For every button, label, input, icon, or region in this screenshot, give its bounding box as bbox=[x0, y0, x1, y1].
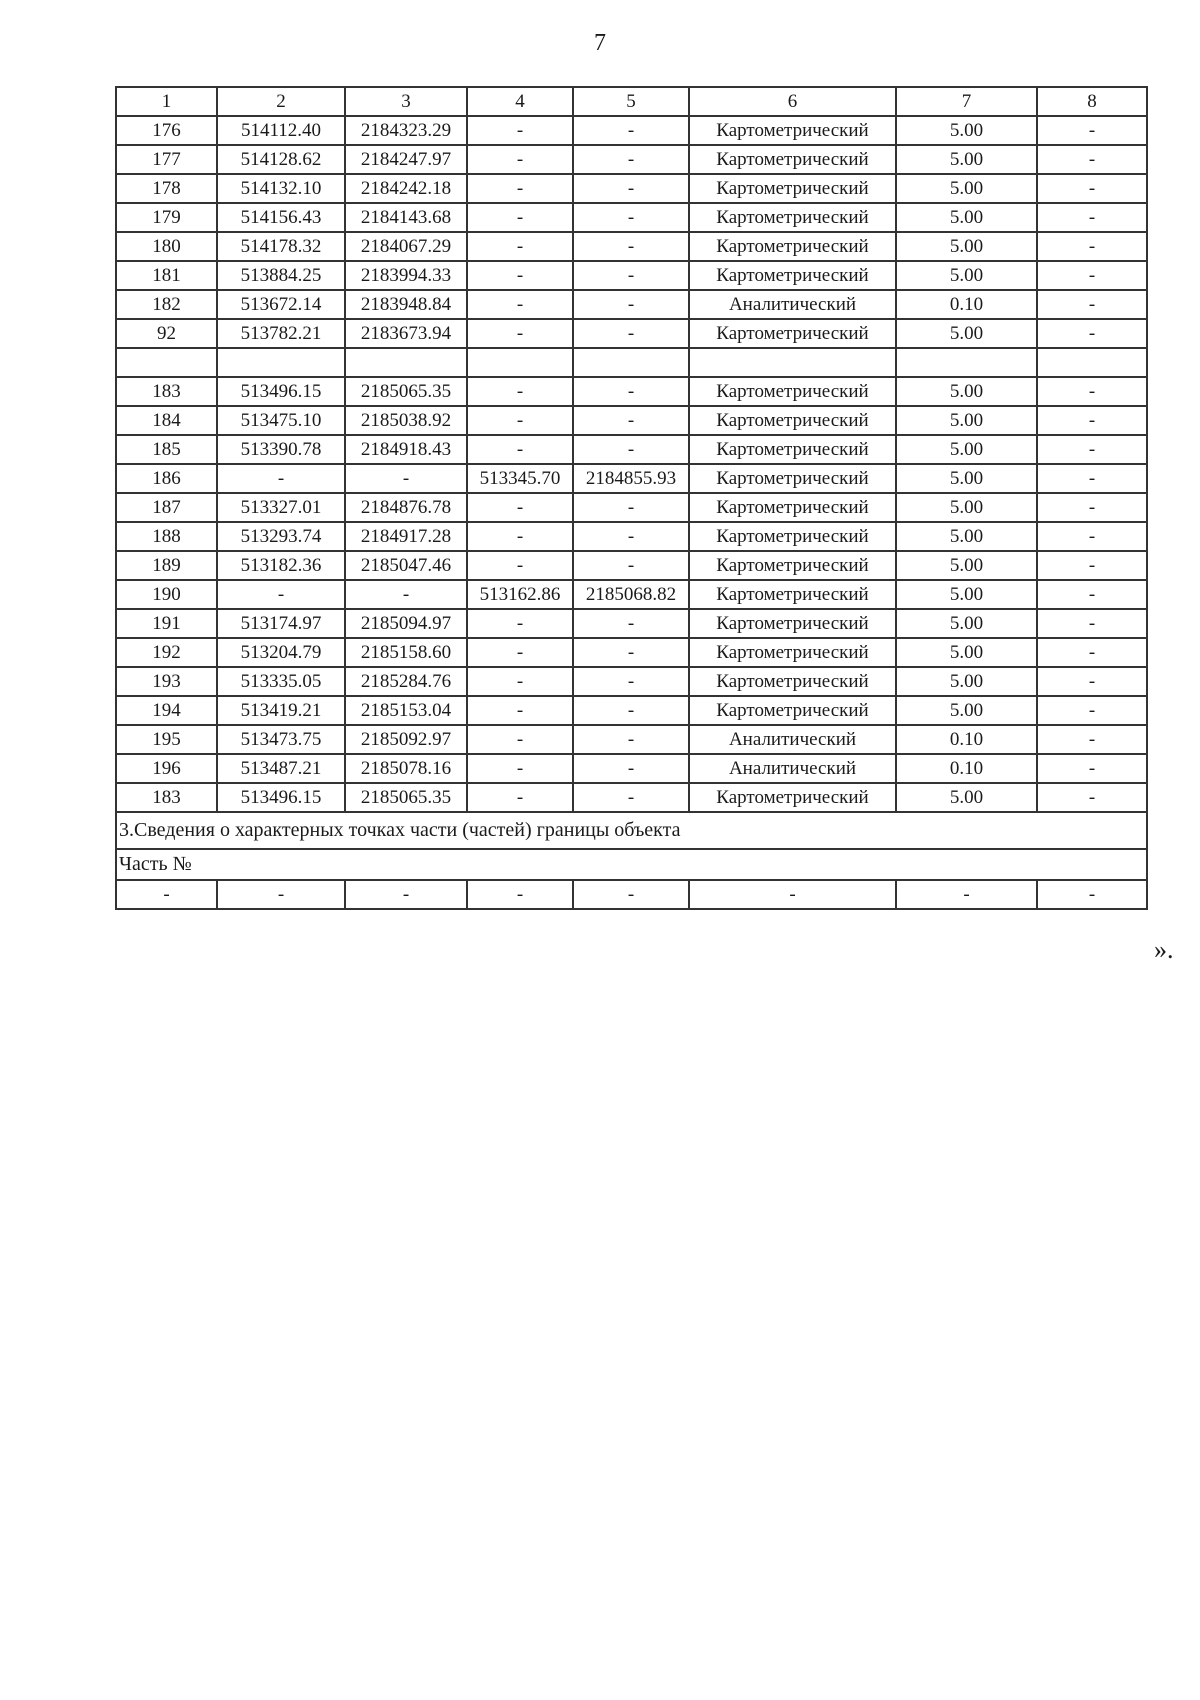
table-cell: - bbox=[1037, 696, 1147, 725]
table-cell: - bbox=[467, 522, 573, 551]
table-cell: 514178.32 bbox=[217, 232, 345, 261]
table-row bbox=[116, 145, 1147, 174]
table-cell: - bbox=[1037, 667, 1147, 696]
table-cell: 513327.01 bbox=[217, 493, 345, 522]
table-row bbox=[116, 667, 1147, 696]
table-cell: 2184067.29 bbox=[345, 232, 467, 261]
table-cell: 513475.10 bbox=[217, 406, 345, 435]
table-cell: Картометрический bbox=[689, 522, 896, 551]
part-label-row bbox=[116, 849, 1147, 880]
table-cell: - bbox=[1037, 551, 1147, 580]
table-cell: - bbox=[1037, 638, 1147, 667]
table-cell: Картометрический bbox=[689, 145, 896, 174]
table-cell: Аналитический bbox=[689, 290, 896, 319]
table-cell: 178 bbox=[116, 174, 217, 203]
table-cell: 2 bbox=[217, 87, 345, 116]
table-cell: 188 bbox=[116, 522, 217, 551]
table-cell: 2185094.97 bbox=[345, 609, 467, 638]
table-cell: - bbox=[467, 290, 573, 319]
table-cell: 513496.15 bbox=[217, 377, 345, 406]
table-cell: Картометрический bbox=[689, 261, 896, 290]
table-cell: 0.10 bbox=[896, 290, 1037, 319]
table-cell: 2185092.97 bbox=[345, 725, 467, 754]
table-cell: 5.00 bbox=[896, 522, 1037, 551]
table-cell: - bbox=[1037, 464, 1147, 493]
table-cell: - bbox=[217, 880, 345, 909]
table-row bbox=[116, 551, 1147, 580]
table-cell: 196 bbox=[116, 754, 217, 783]
table-row bbox=[116, 435, 1147, 464]
table-row bbox=[116, 377, 1147, 406]
table-cell-empty bbox=[467, 348, 573, 377]
table-cell: 513293.74 bbox=[217, 522, 345, 551]
table-row bbox=[116, 232, 1147, 261]
table-cell: Картометрический bbox=[689, 580, 896, 609]
table-cell: 513204.79 bbox=[217, 638, 345, 667]
table-row-final bbox=[116, 880, 1147, 909]
table-cell: 2185038.92 bbox=[345, 406, 467, 435]
table-cell: - bbox=[1037, 232, 1147, 261]
table-cell: 182 bbox=[116, 290, 217, 319]
table-row bbox=[116, 261, 1147, 290]
table-cell: - bbox=[1037, 725, 1147, 754]
table-cell: - bbox=[467, 377, 573, 406]
table-row bbox=[116, 290, 1147, 319]
table-cell: 2184917.28 bbox=[345, 522, 467, 551]
table-cell: - bbox=[573, 116, 689, 145]
table-row bbox=[116, 783, 1147, 812]
table-cell: - bbox=[573, 377, 689, 406]
table-cell: - bbox=[573, 783, 689, 812]
table-cell: - bbox=[573, 203, 689, 232]
table-row bbox=[116, 493, 1147, 522]
table-cell: 5.00 bbox=[896, 261, 1037, 290]
table-cell: Картометрический bbox=[689, 464, 896, 493]
table-cell: - bbox=[1037, 203, 1147, 232]
table-cell: Картометрический bbox=[689, 638, 896, 667]
table-cell-empty bbox=[217, 348, 345, 377]
table-cell: 5.00 bbox=[896, 609, 1037, 638]
table-cell: - bbox=[1037, 290, 1147, 319]
table-cell: - bbox=[1037, 754, 1147, 783]
table-cell: - bbox=[689, 880, 896, 909]
table-cell: - bbox=[345, 464, 467, 493]
table-cell: 513419.21 bbox=[217, 696, 345, 725]
table-cell: 514156.43 bbox=[217, 203, 345, 232]
table-cell: - bbox=[573, 232, 689, 261]
table-cell: 181 bbox=[116, 261, 217, 290]
table-header-row bbox=[116, 87, 1147, 116]
table-cell: 2184855.93 bbox=[573, 464, 689, 493]
table-cell: - bbox=[467, 754, 573, 783]
table-cell: - bbox=[573, 145, 689, 174]
table-cell: - bbox=[573, 290, 689, 319]
table-cell: - bbox=[1037, 145, 1147, 174]
table-row bbox=[116, 116, 1147, 145]
table-cell: 3 bbox=[345, 87, 467, 116]
part-label: Часть № bbox=[116, 849, 1147, 880]
table-cell: 5.00 bbox=[896, 406, 1037, 435]
table-row bbox=[116, 174, 1147, 203]
table-cell: 2184143.68 bbox=[345, 203, 467, 232]
table-cell: 2185065.35 bbox=[345, 783, 467, 812]
table-cell: - bbox=[467, 493, 573, 522]
table-cell: Аналитический bbox=[689, 754, 896, 783]
table-cell: 2185078.16 bbox=[345, 754, 467, 783]
table-cell: 513345.70 bbox=[467, 464, 573, 493]
table-cell: 5.00 bbox=[896, 319, 1037, 348]
table-cell: 5.00 bbox=[896, 696, 1037, 725]
section-title-row bbox=[116, 812, 1147, 849]
table-cell: Картометрический bbox=[689, 406, 896, 435]
table-cell: 513473.75 bbox=[217, 725, 345, 754]
table-cell: - bbox=[467, 783, 573, 812]
table-cell: 2184247.97 bbox=[345, 145, 467, 174]
table-cell: - bbox=[1037, 522, 1147, 551]
table-cell: - bbox=[467, 435, 573, 464]
table-cell: 5.00 bbox=[896, 551, 1037, 580]
table-cell: 1 bbox=[116, 87, 217, 116]
table-cell: 513496.15 bbox=[217, 783, 345, 812]
table-cell: Картометрический bbox=[689, 377, 896, 406]
table-cell: - bbox=[573, 493, 689, 522]
table-cell: 2185065.35 bbox=[345, 377, 467, 406]
table-cell: - bbox=[1037, 880, 1147, 909]
table-cell: 2184876.78 bbox=[345, 493, 467, 522]
table-cell: - bbox=[467, 145, 573, 174]
table-cell: 5.00 bbox=[896, 116, 1037, 145]
table-row bbox=[116, 580, 1147, 609]
table-cell: 2185068.82 bbox=[573, 580, 689, 609]
page-number: 7 bbox=[594, 30, 606, 56]
table-cell: Аналитический bbox=[689, 725, 896, 754]
table-cell: 513672.14 bbox=[217, 290, 345, 319]
table-cell: 176 bbox=[116, 116, 217, 145]
table-cell: 5.00 bbox=[896, 493, 1037, 522]
table-cell: Картометрический bbox=[689, 319, 896, 348]
table-cell: 514128.62 bbox=[217, 145, 345, 174]
table-cell: 0.10 bbox=[896, 754, 1037, 783]
table-cell: Картометрический bbox=[689, 203, 896, 232]
table-cell: - bbox=[467, 638, 573, 667]
table-cell: 513335.05 bbox=[217, 667, 345, 696]
table-cell: 5.00 bbox=[896, 174, 1037, 203]
table-cell: - bbox=[896, 880, 1037, 909]
table-row bbox=[116, 725, 1147, 754]
table-cell: 2185158.60 bbox=[345, 638, 467, 667]
table-cell: - bbox=[573, 261, 689, 290]
table-cell: Картометрический bbox=[689, 232, 896, 261]
closing-quote: ». bbox=[1154, 935, 1174, 964]
table-cell: 177 bbox=[116, 145, 217, 174]
table-cell: 513174.97 bbox=[217, 609, 345, 638]
coordinates-table bbox=[115, 86, 1148, 910]
table-cell-empty bbox=[896, 348, 1037, 377]
table-cell: - bbox=[573, 667, 689, 696]
table-cell: - bbox=[217, 464, 345, 493]
table-cell-empty bbox=[689, 348, 896, 377]
table-cell: 5.00 bbox=[896, 638, 1037, 667]
table-cell: - bbox=[573, 406, 689, 435]
table-cell-empty bbox=[573, 348, 689, 377]
table-cell: 2185284.76 bbox=[345, 667, 467, 696]
table-cell: 186 bbox=[116, 464, 217, 493]
table-cell: - bbox=[467, 609, 573, 638]
table-cell-empty bbox=[1037, 348, 1147, 377]
table-cell: - bbox=[573, 174, 689, 203]
table-cell: - bbox=[467, 203, 573, 232]
table-cell: Картометрический bbox=[689, 551, 896, 580]
table-cell: - bbox=[573, 435, 689, 464]
table-cell: Картометрический bbox=[689, 696, 896, 725]
table-body bbox=[116, 87, 1147, 909]
table-cell: - bbox=[1037, 116, 1147, 145]
table-cell: 2183994.33 bbox=[345, 261, 467, 290]
table-row bbox=[116, 464, 1147, 493]
table-cell: 5.00 bbox=[896, 580, 1037, 609]
table-cell: 2184242.18 bbox=[345, 174, 467, 203]
table-row bbox=[116, 522, 1147, 551]
table-cell: Картометрический bbox=[689, 435, 896, 464]
table-cell: 185 bbox=[116, 435, 217, 464]
table-cell: 513884.25 bbox=[217, 261, 345, 290]
table-cell: 513182.36 bbox=[217, 551, 345, 580]
table-cell: 6 bbox=[689, 87, 896, 116]
table-cell: Картометрический bbox=[689, 493, 896, 522]
table-cell: - bbox=[573, 880, 689, 909]
table-cell: 514112.40 bbox=[217, 116, 345, 145]
table-cell: - bbox=[573, 522, 689, 551]
table-cell-empty bbox=[345, 348, 467, 377]
table-cell: - bbox=[573, 754, 689, 783]
table-cell: 189 bbox=[116, 551, 217, 580]
table-cell: - bbox=[1037, 435, 1147, 464]
table-cell: 184 bbox=[116, 406, 217, 435]
table-cell: 514132.10 bbox=[217, 174, 345, 203]
table-cell: 2184323.29 bbox=[345, 116, 467, 145]
table-cell: 5.00 bbox=[896, 783, 1037, 812]
table-row bbox=[116, 406, 1147, 435]
table-cell: - bbox=[1037, 406, 1147, 435]
table-row bbox=[116, 609, 1147, 638]
table-cell: Картометрический bbox=[689, 667, 896, 696]
table-cell: Картометрический bbox=[689, 174, 896, 203]
table-cell-empty bbox=[116, 348, 217, 377]
table-cell: 2184918.43 bbox=[345, 435, 467, 464]
table-cell: - bbox=[467, 551, 573, 580]
table-cell: 513782.21 bbox=[217, 319, 345, 348]
table-cell: 5.00 bbox=[896, 667, 1037, 696]
table-cell: - bbox=[467, 696, 573, 725]
table-cell: 8 bbox=[1037, 87, 1147, 116]
section-title: 3.Сведения о характерных точках части (частей) границы объекта bbox=[116, 812, 1147, 849]
table-cell: Картометрический bbox=[689, 783, 896, 812]
table-cell: - bbox=[467, 319, 573, 348]
table-cell: - bbox=[1037, 493, 1147, 522]
table-cell: - bbox=[1037, 261, 1147, 290]
table-cell: - bbox=[467, 667, 573, 696]
table-cell: 195 bbox=[116, 725, 217, 754]
table-cell: - bbox=[573, 696, 689, 725]
table-cell: 187 bbox=[116, 493, 217, 522]
table-cell: 5.00 bbox=[896, 377, 1037, 406]
table-cell: 194 bbox=[116, 696, 217, 725]
table-cell: - bbox=[467, 174, 573, 203]
table-cell: 192 bbox=[116, 638, 217, 667]
table-cell: 5.00 bbox=[896, 464, 1037, 493]
table-cell: Картометрический bbox=[689, 116, 896, 145]
table-cell: 2185153.04 bbox=[345, 696, 467, 725]
table-cell: 190 bbox=[116, 580, 217, 609]
table-cell: 92 bbox=[116, 319, 217, 348]
table-cell: 5 bbox=[573, 87, 689, 116]
table-cell: - bbox=[1037, 609, 1147, 638]
table-cell: - bbox=[1037, 319, 1147, 348]
table-cell: 191 bbox=[116, 609, 217, 638]
table-cell: 179 bbox=[116, 203, 217, 232]
table-cell: 513162.86 bbox=[467, 580, 573, 609]
table-cell: 5.00 bbox=[896, 435, 1037, 464]
table-cell: - bbox=[345, 880, 467, 909]
table-cell: - bbox=[573, 609, 689, 638]
table-cell: 2183673.94 bbox=[345, 319, 467, 348]
table-cell: Картометрический bbox=[689, 609, 896, 638]
table-cell: 5.00 bbox=[896, 232, 1037, 261]
table-cell: 7 bbox=[896, 87, 1037, 116]
table-cell: - bbox=[1037, 783, 1147, 812]
table-cell: - bbox=[573, 638, 689, 667]
table-cell: 513487.21 bbox=[217, 754, 345, 783]
table-row bbox=[116, 203, 1147, 232]
table-cell: - bbox=[573, 725, 689, 754]
table-cell: 513390.78 bbox=[217, 435, 345, 464]
table-cell: 5.00 bbox=[896, 145, 1037, 174]
table-cell: - bbox=[467, 406, 573, 435]
table-cell: - bbox=[467, 232, 573, 261]
table-cell: 5.00 bbox=[896, 203, 1037, 232]
table-row bbox=[116, 754, 1147, 783]
table-row-empty bbox=[116, 348, 1147, 377]
table-cell: 183 bbox=[116, 377, 217, 406]
table-cell: - bbox=[217, 580, 345, 609]
table-cell: - bbox=[345, 580, 467, 609]
table-cell: 180 bbox=[116, 232, 217, 261]
table-cell: - bbox=[467, 116, 573, 145]
table-cell: 0.10 bbox=[896, 725, 1037, 754]
table-cell: - bbox=[1037, 580, 1147, 609]
table-cell: 4 bbox=[467, 87, 573, 116]
table-cell: - bbox=[573, 551, 689, 580]
table-cell: 2183948.84 bbox=[345, 290, 467, 319]
table-cell: - bbox=[467, 261, 573, 290]
table-row bbox=[116, 696, 1147, 725]
table-cell: - bbox=[467, 725, 573, 754]
table-cell: 193 bbox=[116, 667, 217, 696]
table-cell: - bbox=[1037, 174, 1147, 203]
table-cell: - bbox=[467, 880, 573, 909]
table-cell: - bbox=[116, 880, 217, 909]
table-row bbox=[116, 638, 1147, 667]
table-row bbox=[116, 319, 1147, 348]
table-cell: 2185047.46 bbox=[345, 551, 467, 580]
table-cell: - bbox=[573, 319, 689, 348]
table-cell: 183 bbox=[116, 783, 217, 812]
table-cell: - bbox=[1037, 377, 1147, 406]
